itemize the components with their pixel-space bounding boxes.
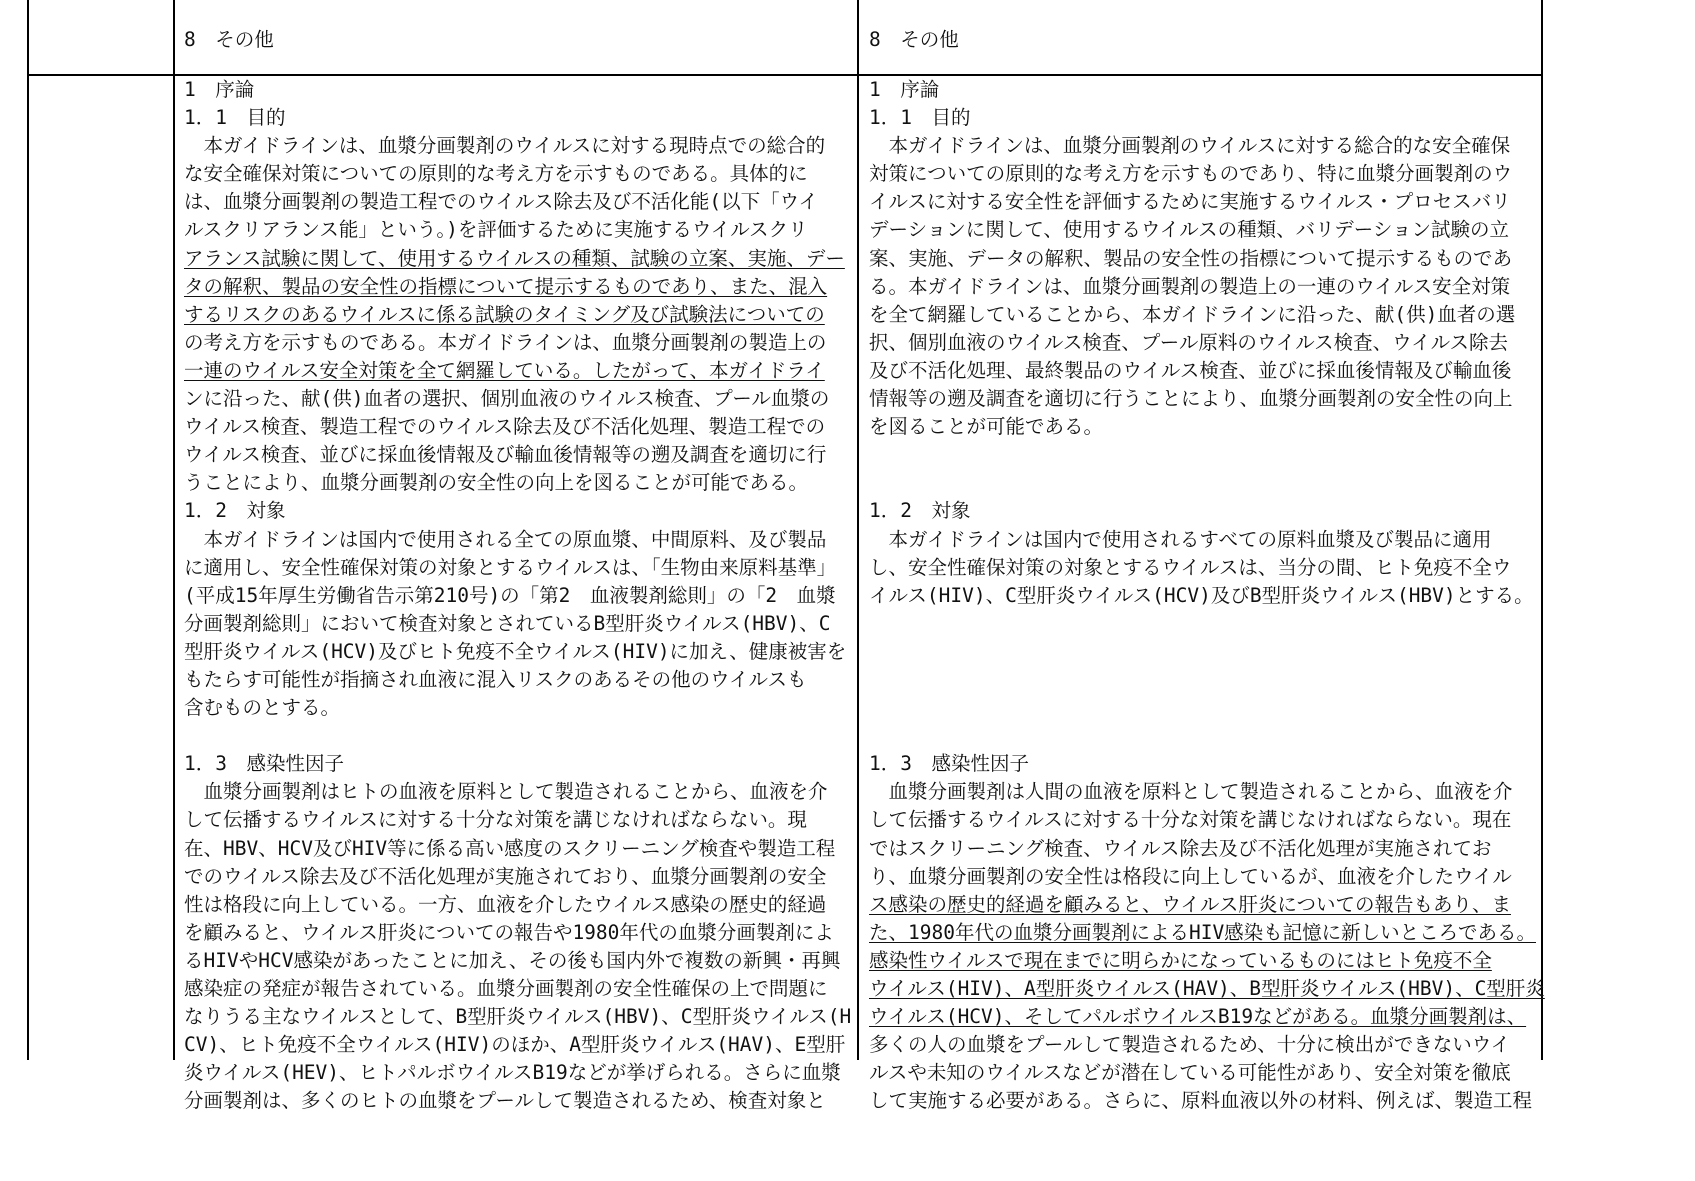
left-text-line: もたらす可能性が指摘され血液に混入リスクのあるその他のウイルスも bbox=[184, 667, 807, 691]
left-text-line: は、血漿分画製剤の製造工程でのウイルス除去及び不活化能(以下「ウイ bbox=[184, 190, 818, 214]
left-text-line: するリスクのあるウイルスに係る試験のタイミング及び試験法についての bbox=[184, 302, 825, 326]
left-text-line: に適用し、安全性確保対策の対象とするウイルスは、「生物由来原料基準」 bbox=[184, 555, 837, 579]
column-divider-2 bbox=[857, 0, 859, 1060]
right-text-line bbox=[869, 722, 1545, 750]
right-text-line bbox=[869, 610, 1545, 638]
right-text-line bbox=[869, 441, 1545, 469]
right-text-line: を全て網羅していることから、本ガイドラインに沿った、献(供)血者の選 bbox=[869, 302, 1516, 326]
right-text-line: し、安全性確保対策の対象とするウイルスは、当分の間、ヒト免疫不全ウ bbox=[869, 555, 1512, 579]
left-text-line: タの解釈、製品の安全性の指標について提示するものであり、また、混入 bbox=[184, 274, 828, 298]
left-header-title: 8 その他 bbox=[184, 28, 274, 51]
left-text-line: 本ガイドラインは国内で使用される全ての原血漿、中間原料、及び製品 bbox=[184, 527, 827, 551]
left-text-line: 性は格段に向上している。一方、血液を介したウイルス感染の歴史的経過 bbox=[184, 892, 827, 916]
right-text-line bbox=[869, 638, 1545, 666]
left-text-line: の考え方を示すものである。本ガイドラインは、血漿分画製剤の製造上の bbox=[184, 330, 827, 354]
left-text-line: を顧みると、ウイルス肝炎についての報告や1980年代の血漿分画製剤によ bbox=[184, 920, 834, 944]
right-text-line: た、1980年代の血漿分画製剤によるHIV感染も記憶に新しいところである。 bbox=[869, 920, 1536, 944]
right-text-line: ウイルス(HIV)、A型肝炎ウイルス(HAV)、B型肝炎ウイルス(HBV)、C型肝炎 bbox=[869, 977, 1545, 1000]
left-text-line: 在、HBV、HCV及びHIV等に係る高い感度のスクリーニング検査や製造工程 bbox=[184, 836, 836, 860]
right-text-line: り、血漿分画製剤の安全性は格段に向上しているが、血液を介したウイル bbox=[869, 864, 1512, 888]
right-text-line: デーションに関して、使用するウイルスの種類、バリデーション試験の立 bbox=[869, 218, 1509, 242]
left-text-line: 型肝炎ウイルス(HCV)及びヒト免疫不全ウイルス(HIV)に加え、健康被害を bbox=[184, 639, 847, 663]
right-text-line: 1．3 感染性因子 bbox=[869, 752, 1029, 776]
right-text-line: 択、個別血液のウイルス検査、プール原料のウイルス検査、ウイルス除去 bbox=[869, 330, 1509, 354]
left-text-line: ウイルス検査、並びに採血後情報及び輸血後情報等の遡及調査を適切に行 bbox=[184, 443, 827, 467]
left-text-line: 1．1 目的 bbox=[184, 106, 286, 130]
right-text-line: 1．2 対象 bbox=[869, 499, 971, 523]
right-column-text bbox=[869, 76, 1545, 1115]
left-text-line bbox=[184, 722, 851, 750]
left-text-line: 分画製剤は、多くのヒトの血漿をプールして製造されるため、検査対象と bbox=[184, 1089, 826, 1113]
left-text-line: るHIVやHCV感染があったことに加え、その後も国内外で複数の新興・再興 bbox=[184, 948, 841, 972]
left-text-line: ンに沿った、献(供)血者の選択、個別血液のウイルス検査、プール血漿の bbox=[184, 387, 830, 411]
right-text-line bbox=[869, 694, 1545, 722]
left-text-line: 本ガイドラインは、血漿分画製剤のウイルスに対する現時点での総合的 bbox=[184, 134, 826, 158]
right-text-line: して伝播するウイルスに対する十分な対策を講じなければならない。現在 bbox=[869, 808, 1512, 832]
right-text-line: 1．1 目的 bbox=[869, 106, 971, 130]
left-text-line: 感染症の発症が報告されている。血漿分画製剤の安全性確保の上で問題に bbox=[184, 977, 828, 1000]
left-text-line: (平成15年厚生労働省告示第210号)の「第2 血液製剤総則」の「2 血漿 bbox=[184, 583, 836, 607]
right-text-line: 案、実施、データの解釈、製品の安全性の指標について提示するものであ bbox=[869, 246, 1513, 270]
left-text-line: アランス試験に関して、使用するウイルスの種類、試験の立案、実施、デー bbox=[184, 246, 845, 270]
left-text-line: 1 序論 bbox=[184, 78, 255, 101]
left-column-text bbox=[184, 76, 851, 1115]
right-text-line: 多くの人の血漿をプールして製造されるため、十分に検出ができないウイ bbox=[869, 1033, 1511, 1057]
right-text-line: ルスや未知のウイルスなどが潜在している可能性があり、安全対策を徹底 bbox=[869, 1061, 1511, 1085]
right-text-line: 感染性ウイルスで現在までに明らかになっているものにはヒト免疫不全 bbox=[869, 948, 1492, 972]
right-text-line: ス感染の歴史的経過を顧みると、ウイルス肝炎についての報告もあり、ま bbox=[869, 892, 1511, 916]
right-text-line bbox=[869, 666, 1545, 694]
right-text-line: 情報等の遡及調査を適切に行うことにより、血漿分画製剤の安全性の向上 bbox=[869, 387, 1513, 411]
right-text-line: 血漿分画製剤は人間の血液を原料として製造されることから、血液を介 bbox=[869, 780, 1513, 804]
right-text-line: 本ガイドラインは、血漿分画製剤のウイルスに対する総合的な安全確保 bbox=[869, 134, 1511, 158]
table-border-left bbox=[27, 0, 29, 1060]
right-text-line: して実施する必要がある。さらに、原料血液以外の材料、例えば、製造工程 bbox=[869, 1089, 1533, 1113]
left-text-line: 分画製剤総則」において検査対象とされているB型肝炎ウイルス(HBV)、C bbox=[184, 611, 831, 635]
left-text-line: CV)、ヒト免疫不全ウイルス(HIV)のほか、A型肝炎ウイルス(HAV)、E型肝 bbox=[184, 1033, 846, 1057]
right-text-line: イルス(HIV)、C型肝炎ウイルス(HCV)及びB型肝炎ウイルス(HBV)とする。 bbox=[869, 583, 1534, 607]
left-text-line: な安全確保対策についての原則的な考え方を示すものである。具体的に bbox=[184, 162, 808, 186]
left-text-line: 含むものとする。 bbox=[184, 696, 341, 720]
right-text-line: ではスクリーニング検査、ウイルス除去及び不活化処理が実施されてお bbox=[869, 836, 1492, 860]
left-text-line: 1．2 対象 bbox=[184, 499, 286, 523]
left-text-line: 一連のウイルス安全対策を全て網羅している。したがって、本ガイドライ bbox=[184, 358, 825, 382]
left-text-line: ルスクリアランス能」という。)を評価するために実施するウイルスクリ bbox=[184, 218, 808, 242]
right-text-line: 対策についての原則的な考え方を示すものであり、特に血漿分画製剤のウ bbox=[869, 162, 1513, 186]
right-text-line: 本ガイドラインは国内で使用されるすべての原料血漿及び製品に適用 bbox=[869, 527, 1492, 551]
right-header-title: 8 その他 bbox=[869, 28, 959, 51]
left-text-line: うことにより、血漿分画製剤の安全性の向上を図ることが可能である。 bbox=[184, 471, 809, 495]
right-text-line: イルスに対する安全性を評価するために実施するウイルス・プロセスバリ bbox=[869, 190, 1511, 214]
left-text-line: でのウイルス除去及び不活化処理が実施されており、血漿分画製剤の安全 bbox=[184, 864, 827, 888]
right-text-line: ウイルス(HCV)、そしてパルボウイルスB19などがある。血漿分画製剤は、 bbox=[869, 1005, 1527, 1029]
left-text-line: して伝播するウイルスに対する十分な対策を講じなければならない。現 bbox=[184, 808, 807, 832]
right-text-line: 1 序論 bbox=[869, 78, 940, 101]
right-text-line: 及び不活化処理、最終製品のウイルス検査、並びに採血後情報及び輸血後 bbox=[869, 358, 1512, 382]
left-text-line: 炎ウイルス(HEV)、ヒトパルボウイルスB19などが挙げられる。さらに血漿 bbox=[184, 1061, 841, 1085]
left-text-line: なりうる主なウイルスとして、B型肝炎ウイルス(HBV)、C型肝炎ウイルス(H bbox=[184, 1005, 852, 1029]
right-text-line: を図ることが可能である。 bbox=[869, 415, 1104, 439]
column-divider-1 bbox=[173, 0, 175, 1060]
right-text-line: る。本ガイドラインは、血漿分画製剤の製造上の一連のウイルス安全対策 bbox=[869, 274, 1511, 298]
left-text-line: 1．3 感染性因子 bbox=[184, 752, 344, 776]
right-text-line bbox=[869, 469, 1545, 497]
left-text-line: 血漿分画製剤はヒトの血液を原料として製造されることから、血液を介 bbox=[184, 780, 828, 804]
left-text-line: ウイルス検査、製造工程でのウイルス除去及び不活化処理、製造工程での bbox=[184, 415, 826, 439]
